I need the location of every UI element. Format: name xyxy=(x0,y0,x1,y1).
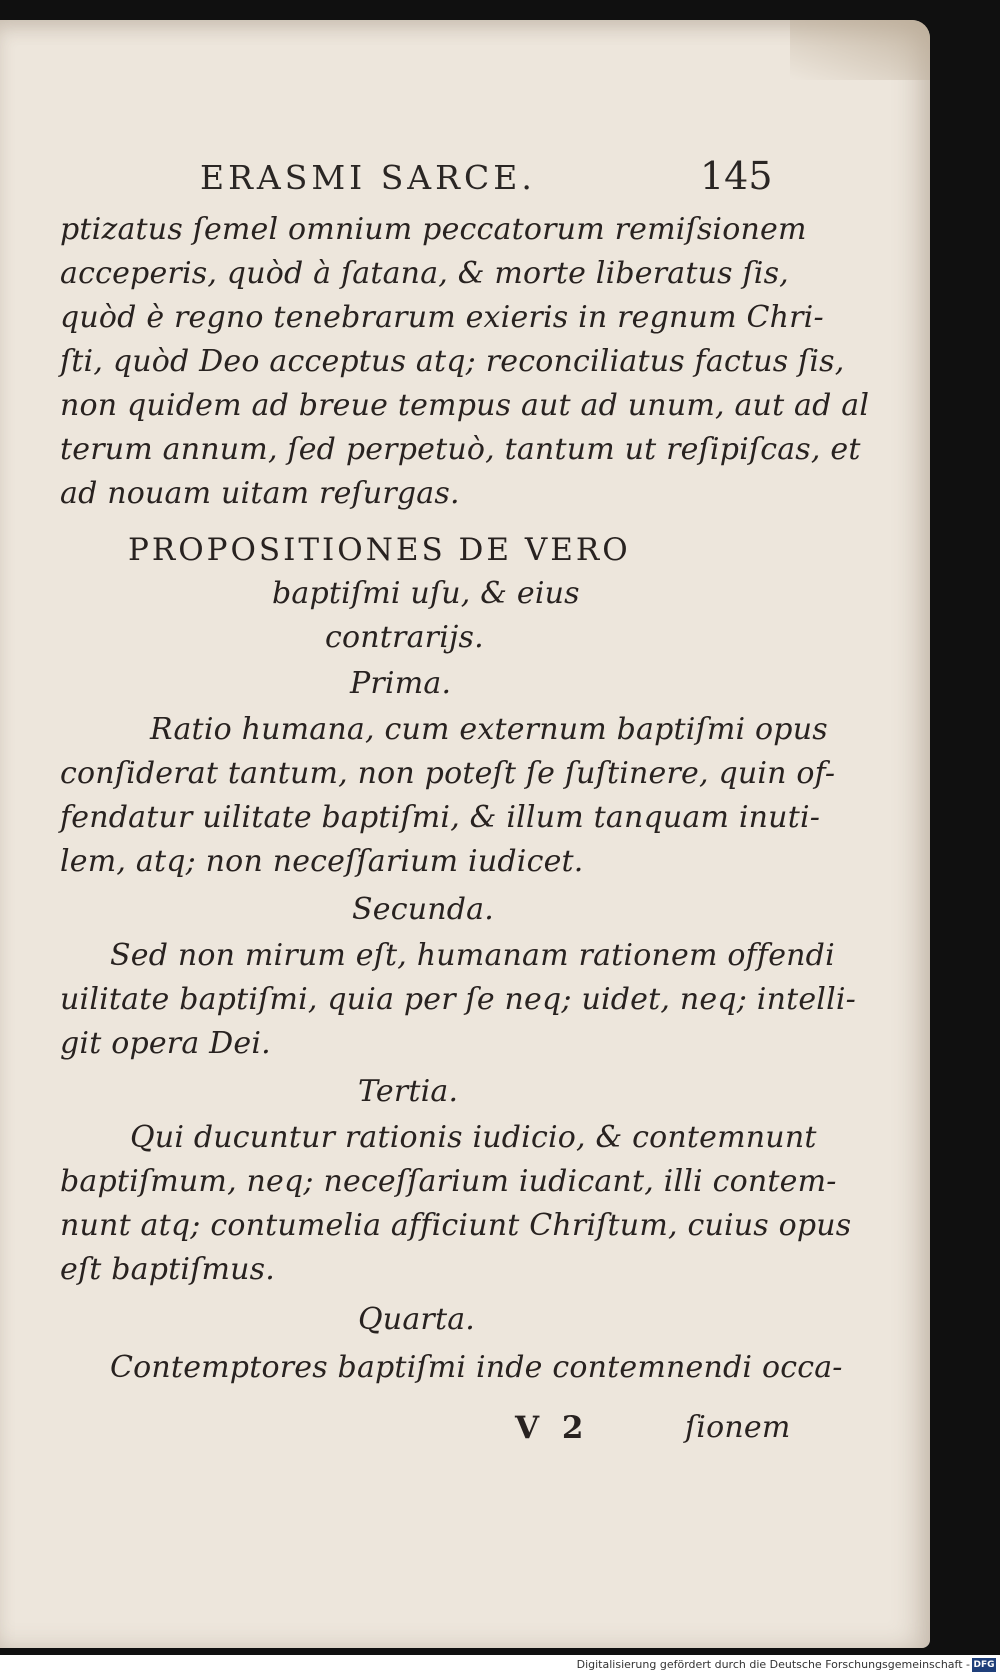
catchword: ſionem xyxy=(685,1410,791,1445)
proposition-title: Prima. xyxy=(350,666,452,701)
page-number: 145 xyxy=(700,154,773,198)
section-heading: PROPOSITIONES DE VERO xyxy=(128,532,631,568)
proposition-line: conſiderat tantum, non poteſt ſe ſuſtinere, quin of- xyxy=(60,756,836,791)
footer-credit: Digitalisierung gefördert durch die Deutsche Forschungsgemeinschaft - xyxy=(576,1658,970,1671)
proposition-title: Tertia. xyxy=(358,1074,459,1109)
body-line: ad nouam uitam reſurgas. xyxy=(60,476,460,511)
proposition-line: eſt baptiſmus. xyxy=(60,1252,275,1287)
body-line: non quidem ad breue tempus aut ad unum, aut ad al xyxy=(60,388,870,423)
proposition-title: Quarta. xyxy=(358,1302,476,1337)
body-line: terum annum, ſed perpetuò, tantum ut reſipiſcas, et xyxy=(60,432,861,467)
body-line: acceperis, quòd à ſatana, & morte liberatus ſis, xyxy=(60,256,789,291)
proposition-title: Secunda. xyxy=(352,892,494,927)
proposition-line: Contemptores baptiſmi inde contemnendi occa- xyxy=(110,1350,843,1385)
proposition-line: Qui ducuntur rationis iudicio, & contemnunt xyxy=(130,1120,817,1155)
body-line: quòd è regno tenebrarum exieris in regnum Chri- xyxy=(60,300,824,335)
book-page xyxy=(0,20,930,1648)
signature-mark: V 2 xyxy=(515,1410,590,1446)
proposition-line: lem, atq; non neceſſarium iudicet. xyxy=(60,844,584,879)
proposition-line: nunt atq; contumelia afficiunt Chriſtum, cuius opus xyxy=(60,1208,852,1243)
proposition-line: Sed non mirum eſt, humanam rationem offendi xyxy=(110,938,835,973)
proposition-line: fendatur uilitate baptiſmi, & illum tanquam inuti- xyxy=(60,800,821,835)
proposition-line: git opera Dei. xyxy=(60,1026,271,1061)
proposition-line: uilitate baptiſmi, quia per ſe neq; uidet, neq; intelli- xyxy=(60,982,857,1017)
body-line: ptizatus ſemel omnium peccatorum remiſsionem xyxy=(60,212,807,247)
running-title: ERASMI SARCE. xyxy=(200,158,536,197)
digitization-footer xyxy=(0,1655,1000,1676)
section-subheading: baptiſmi uſu, & eius xyxy=(272,576,580,611)
dfg-logo-icon: DFG xyxy=(973,1660,995,1670)
section-subheading: contrarijs. xyxy=(325,620,484,655)
proposition-line: baptiſmum, neq; neceſſarium iudicant, illi contem- xyxy=(60,1164,837,1199)
proposition-line: Ratio humana, cum externum baptiſmi opus xyxy=(150,712,828,747)
body-line: ſti, quòd Deo acceptus atq; reconciliatus factus ſis, xyxy=(60,344,845,379)
